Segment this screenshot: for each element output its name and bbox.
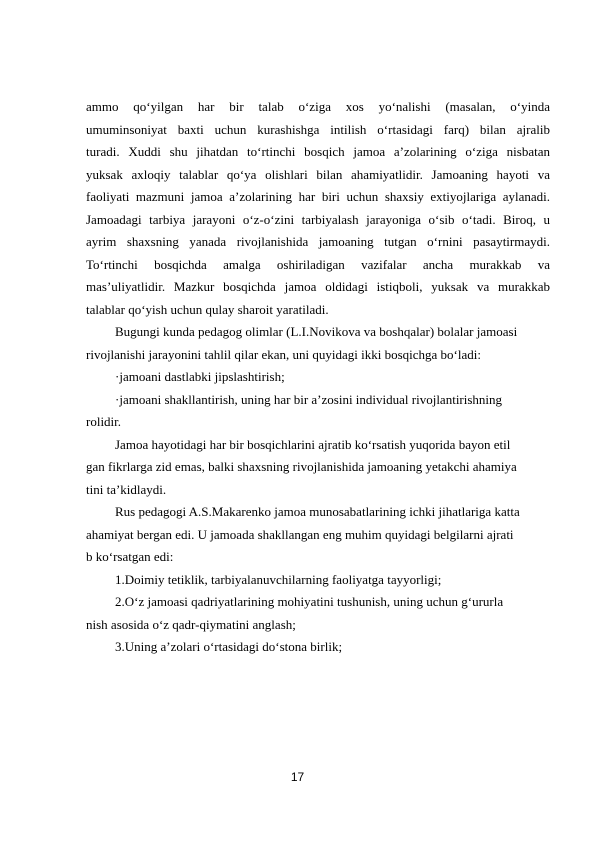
text-line: nish asosida oʻz qadr-qiymatini anglash; [86,616,296,632]
text-line: ahamiyat bergan edi. U jamoada shakllangan eng muhim quyidagi belgilarni ajrati [86,526,514,542]
text-line: yuksak axloqiy talablar qoʻya olishlari bilan ahamiyatlidir. Jamoaning hayoti va [86,166,550,182]
paragraph-stages [86,434,550,457]
text-line: ·jamoani dastlabki jipslashtirish; [115,369,285,384]
bullet-item-2 [86,389,550,412]
paragraph-novikova [86,321,550,344]
paragraph-makarenko [86,501,550,524]
body-text [86,96,550,659]
text-line: rivojlanishi jarayonini tahlil qilar ekan, uni quyidagi ikki bosqichga boʻladi: [86,346,481,362]
text-line: Toʻrtinchi bosqichda amalga oshiriladigan vazifalar ancha murakkab va [86,256,550,272]
numbered-item-2 [86,591,550,614]
text-line: mas’uliyatlidir. Mazkur bosqichda jamoa oldidagi istiqboli, yuksak va murakkab [86,279,550,294]
paragraph-fourth-stage [86,96,550,321]
numbered-item-2-cont [86,614,550,637]
bullet-item-1 [86,366,550,389]
numbered-item-3 [86,636,550,659]
text-line: umuminsoniyat baxti uchun kurashishga intilish oʻrtasidagi farq) bilan ajralib [86,121,550,137]
text-line: talablar qoʻyish uchun qulay sharoit yaratiladi. [86,301,329,317]
text-line: b koʻrsatgan edi: [86,549,174,564]
paragraph-novikova-cont [86,344,550,367]
bullet-item-2-cont [86,411,550,434]
text-line: turadi. Xuddi shu jihatdan toʻrtinchi bosqich jamoa a’zolarining oʻziga nisbatan [86,144,550,159]
text-line: ayrim shaxsning yanada rivojlanishida jamoaning tutgan oʻrnini pasaytirmaydi. [86,234,550,249]
text-line: Rus pedagogi A.S.Makarenko jamoa munosabatlarining ichki jihatlariga katta [115,504,520,519]
text-line: 3.Uning a’zolari oʻrtasidagi doʻstona birlik; [115,639,343,654]
numbered-item-1 [86,569,550,592]
text-line: Jamoa hayotidagi har bir bosqichlarini ajratib koʻrsatish yuqorida bayon etil [115,436,511,452]
text-line: faoliyati mazmuni jamoa a’zolarining har biri uchun shaxsiy extiyojlariga aylanadi. [86,189,550,204]
text-line: Bugungi kunda pedagog olimlar (L.I.Novikova va boshqalar) bolalar jamoasi [115,324,518,339]
paragraph-makarenko-cont [86,524,550,569]
text-line: rolidir. [86,414,122,429]
text-line: tini ta’kidlaydi. [86,481,167,497]
text-line: Jamoadagi tarbiya jarayoni oʻz-oʻzini tarbiyalash jarayoniga oʻsib oʻtadi. Biroq, u [86,211,550,227]
text-line: 2.Oʻz jamoasi qadriyatlarining mohiyatini tushunish, uning uchun gʻururla [115,594,504,609]
paragraph-stages-cont [86,456,550,501]
page-number: 17 [290,770,305,784]
text-line: ·jamoani shakllantirish, uning har bir a’zosini individual rivojlantirishning [115,391,503,407]
text-line: gan fikrlarga zid emas, balki shaxsning rivojlanishida jamoaning yetakchi ahamiya [86,459,517,474]
text-line: ammo qoʻyilgan har bir talab oʻziga xos yoʻnalishi (masalan, oʻyinda [86,99,550,114]
text-line: 1.Doimiy tetiklik, tarbiyalanuvchilarning faoliyatga tayyorligi; [115,571,442,587]
